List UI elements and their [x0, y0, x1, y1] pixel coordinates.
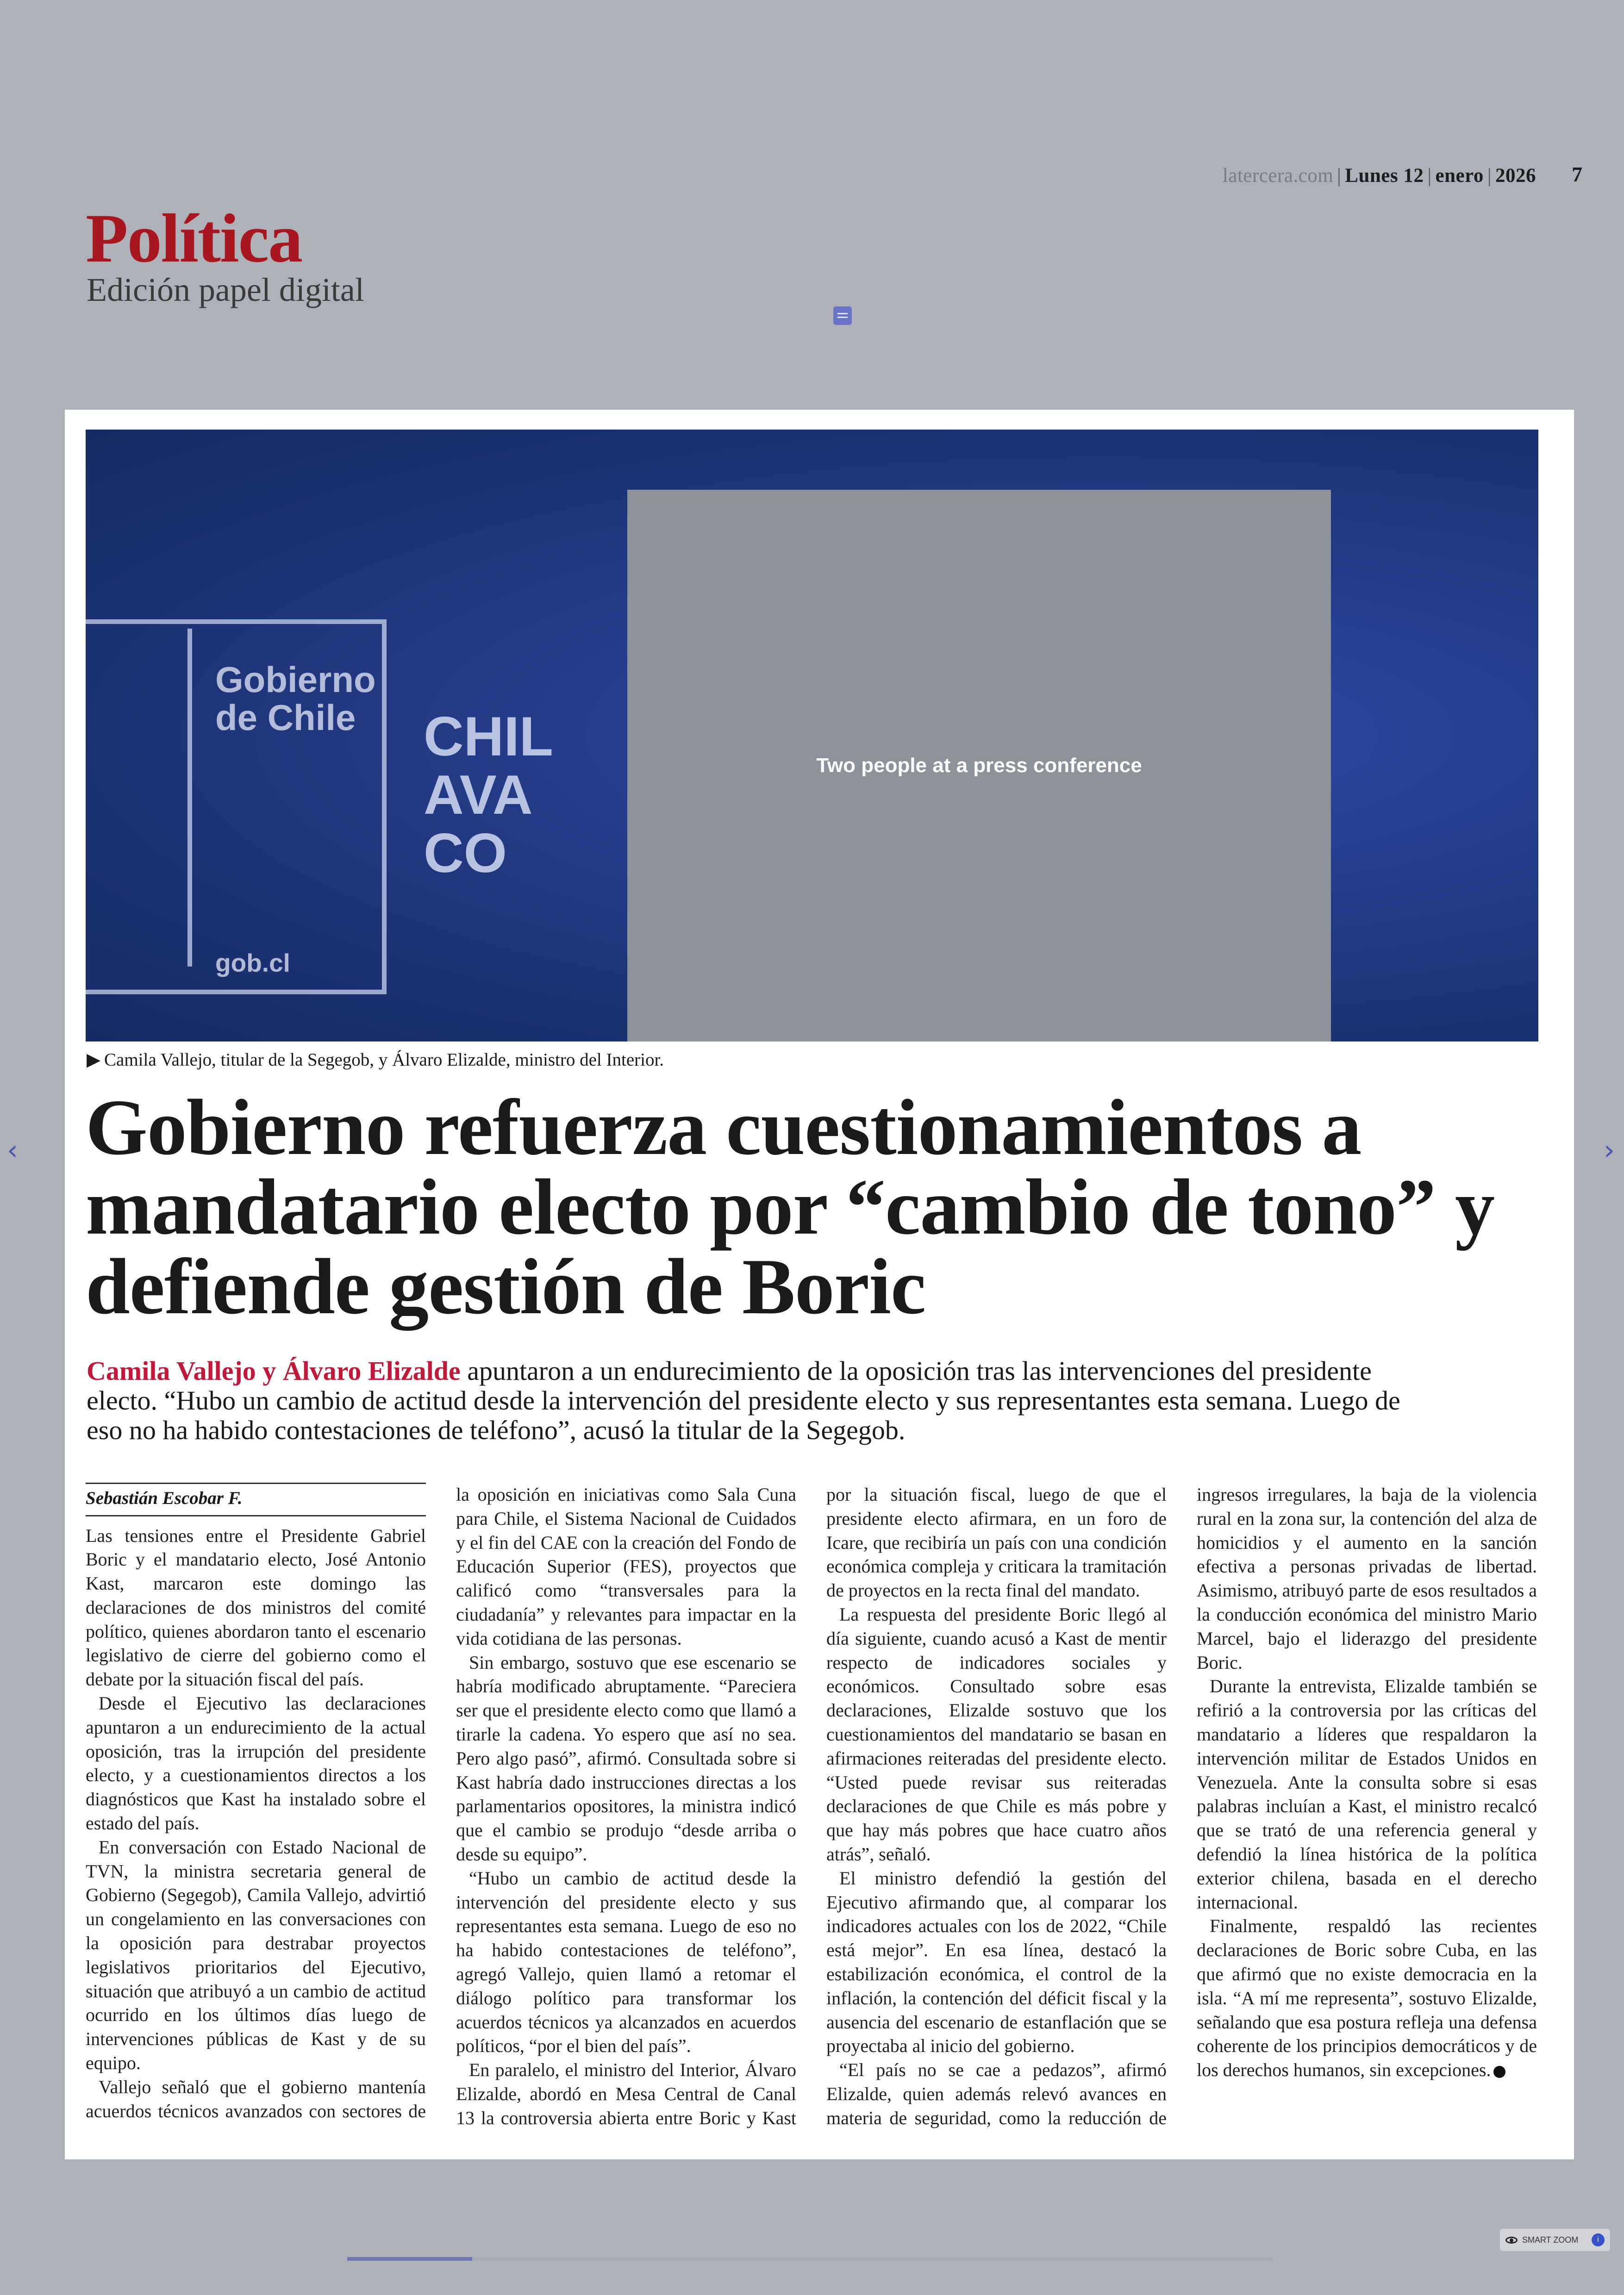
masthead-date-line: latercera.com | Lunes 12 | enero | 2026: [1222, 165, 1536, 187]
byline: Sebastián Escobar F.: [86, 1483, 426, 1516]
body-paragraph: Durante la entrevista, Elizalde también se refirió a la controversia por las críticas del mandatario a líderes que respaldaron la intervención militar de Estados Unidos en Venezuela. Ante la consulta sobre si esas palabras incluían a Kast, el ministro recalcó que se trató de una referencia general y defendió la línea histórica de la política exterior chilena, basada en el derecho internacional.: [1197, 1676, 1537, 1913]
article-headline: Gobierno refuerza cuestionamientos a mandatario electo por “cambio de tono” y defiende gestión de Boric: [86, 1084, 1494, 1331]
page-progress-bar[interactable]: [347, 2257, 1273, 2261]
lead-names: Camila Vallejo y Álvaro Elizalde: [87, 1356, 461, 1386]
body-paragraph: En paralelo, el ministro del Interior, Álvaro Elizalde, abordó en Mesa Central de Canal 13 la controversia abierta entre Boric y Kast por la situación fiscal, luego de que el presidente electo afirmara, en un foro de Icare, que recibiría un país con una condición económica compleja y criticara la tramitación de proyectos en la recta final del mandato.: [456, 1484, 1167, 2128]
backdrop-logo-panel: [86, 619, 387, 994]
notes-icon[interactable]: [833, 306, 852, 325]
prev-page-arrow-icon[interactable]: ‹: [7, 1134, 18, 1166]
date-month: enero: [1435, 165, 1484, 187]
backdrop-url-text: gob.cl: [215, 948, 290, 977]
backdrop-letters: CHIL AVA CO: [424, 705, 553, 884]
lead-text: apuntaron a un endurecimiento de la oposición tras las intervenciones del presidente electo. “Hubo un cambio de actitud desde la intervención del presidente electo y sus representantes esta semana. Luego de eso no ha habido contestaciones de teléfono”, acusó la titular de la Segegob.: [87, 1356, 1400, 1445]
body-paragraph: “El país no se cae a pedazos”, afirmó Elizalde, quien además relevó avances en materia de seguridad, como la reducción de ingresos irregulares, la baja de la violencia rural en la zona sur, la contención del alza de homicidios y el aumento en la sanción efectiva a personas privadas de libertad. Asimismo, atribuyó parte de esos resultados a la conducción económica del ministro Mario Marcel, bajo el liderazgo del presidente Boric.: [826, 1484, 1537, 2128]
date-weekday: Lunes 12: [1345, 165, 1424, 187]
caption-triangle-icon: ▶: [87, 1050, 100, 1070]
next-page-arrow-icon[interactable]: ›: [1604, 1134, 1615, 1166]
article-body: [86, 1483, 1537, 2131]
body-paragraph: El ministro defendió la gestión del Ejecutivo afirmando que, al comparar los indicadores actuales con los de 2022, “Chile está mejor”. En esa línea, destacó la estabilización económica, el control de la inflación, la contención del déficit fiscal y la ausencia del escenario de estanflación que se proyectaba al inicio del gobierno.: [826, 1867, 1167, 2057]
smart-zoom-button[interactable]: [1500, 2229, 1610, 2251]
portrait-placeholder: Two people at a press conference: [627, 490, 1331, 1041]
backdrop-gobierno-text: Gobierno de Chile: [215, 659, 376, 738]
eye-icon: [1505, 2237, 1518, 2244]
body-paragraph: Desde el Ejecutivo las declaraciones apuntaron a un endurecimiento de la actual oposición, tras la irrupción del presidente electo, y a cuestionamientos directos a los diagnósticos que Kast ha instalado sobre el estado del país.: [86, 1693, 426, 1834]
date-year: 2026: [1495, 165, 1536, 187]
body-paragraph: Las tensiones entre el Presidente Gabriel Boric y el mandatario electo, José Antonio Kast, marcaron este domingo las declaraciones de dos ministros del comité político, quienes abordaron tanto el escenario legislativo de cierre del gobierno como el debate por la situación fiscal del país.: [86, 1525, 426, 1690]
body-paragraph: Vallejo señaló que el gobierno mantenía acuerdos técnicos avanzados con sectores de la oposición en iniciativas como Sala Cuna para Chile, el Sistema Nacional de Cuidados y el fin del CAE con la creación del Fondo de Educación Superior (FES), proyectos que calificó como “transversales para la ciudadanía” y relevantes para impactar en la vida cotidiana de las personas.: [86, 1484, 796, 2121]
article-photo: [86, 430, 1538, 1041]
body-paragraph: “Hubo un cambio de actitud desde la intervención del presidente electo y sus representantes esta semana. Luego de eso no ha habido contestaciones de teléfono”, agregó Vallejo, quien llamó a retomar el diálogo político para transformar los acuerdos técnicos ya alcanzados en acuerdos políticos, “por el bien del país”.: [456, 1867, 796, 2057]
body-paragraph: La respuesta del presidente Boric llegó al día siguiente, cuando acusó a Kast de mentir respecto de indicadores sociales y económicos. Consultado sobre esas declaraciones, Elizalde sostuvo que los cuestionamientos del mandatario se basan en afirmaciones reiteradas del presidente electo. “Usted puede revisar sus reiteradas declaraciones de que Chile es más pobre y que hay más pobres que hace cuatro años atrás”, señaló.: [826, 1603, 1167, 1865]
article-page: [65, 410, 1574, 2159]
body-paragraph: Sin embargo, sostuvo que ese escenario se habría modificado abruptamente. “Pareciera ser que el presidente electo como que llamó a tirarle la cadena. Yo espero que así no sea. Pero algo pasó”, afirmó. Consultada sobre si Kast habría dado instrucciones directas a los parlamentarios opositores, la ministra indicó que el cambio se produjo “desde arriba o desde su equipo”.: [456, 1652, 796, 1865]
article-lead: [87, 1356, 1429, 1445]
info-badge-icon: i: [1592, 2233, 1605, 2246]
section-title: Política: [86, 200, 302, 277]
site-name: latercera.com: [1222, 165, 1334, 187]
page-number: 7: [1572, 162, 1582, 186]
section-subtitle: Edición papel digital: [87, 271, 364, 308]
body-paragraph-last: Finalmente, respaldó las recientes declaraciones de Boric sobre Cuba, en las que afirmó que no existe democracia en la isla. “A mí me representa”, sostuvo Elizalde, señalando que esa postura refleja una defensa coherente de los principios democráticos y de los derechos humanos, sin excepciones.: [1197, 1915, 1537, 2081]
body-paragraph: En conversación con Estado Nacional de TVN, la ministra secretaria general de Gobierno (Segegob), Camila Vallejo, advirtió un congelamiento en las conversaciones con la oposición para destrabar proyectos legislativos prioritarios del Ejecutivo, situación que atribuyó a un cambio de actitud ocurrido en los últimos días luego de intervenciones públicas de Kast y de su equipo.: [86, 1836, 426, 2074]
photo-caption: ▶ Camila Vallejo, titular de la Segegob, y Álvaro Elizalde, ministro del Interior.: [87, 1050, 664, 1070]
end-mark-icon: [1493, 2066, 1505, 2078]
page-progress-fill: [347, 2257, 472, 2261]
smart-zoom-label: SMART ZOOM: [1522, 2235, 1579, 2245]
